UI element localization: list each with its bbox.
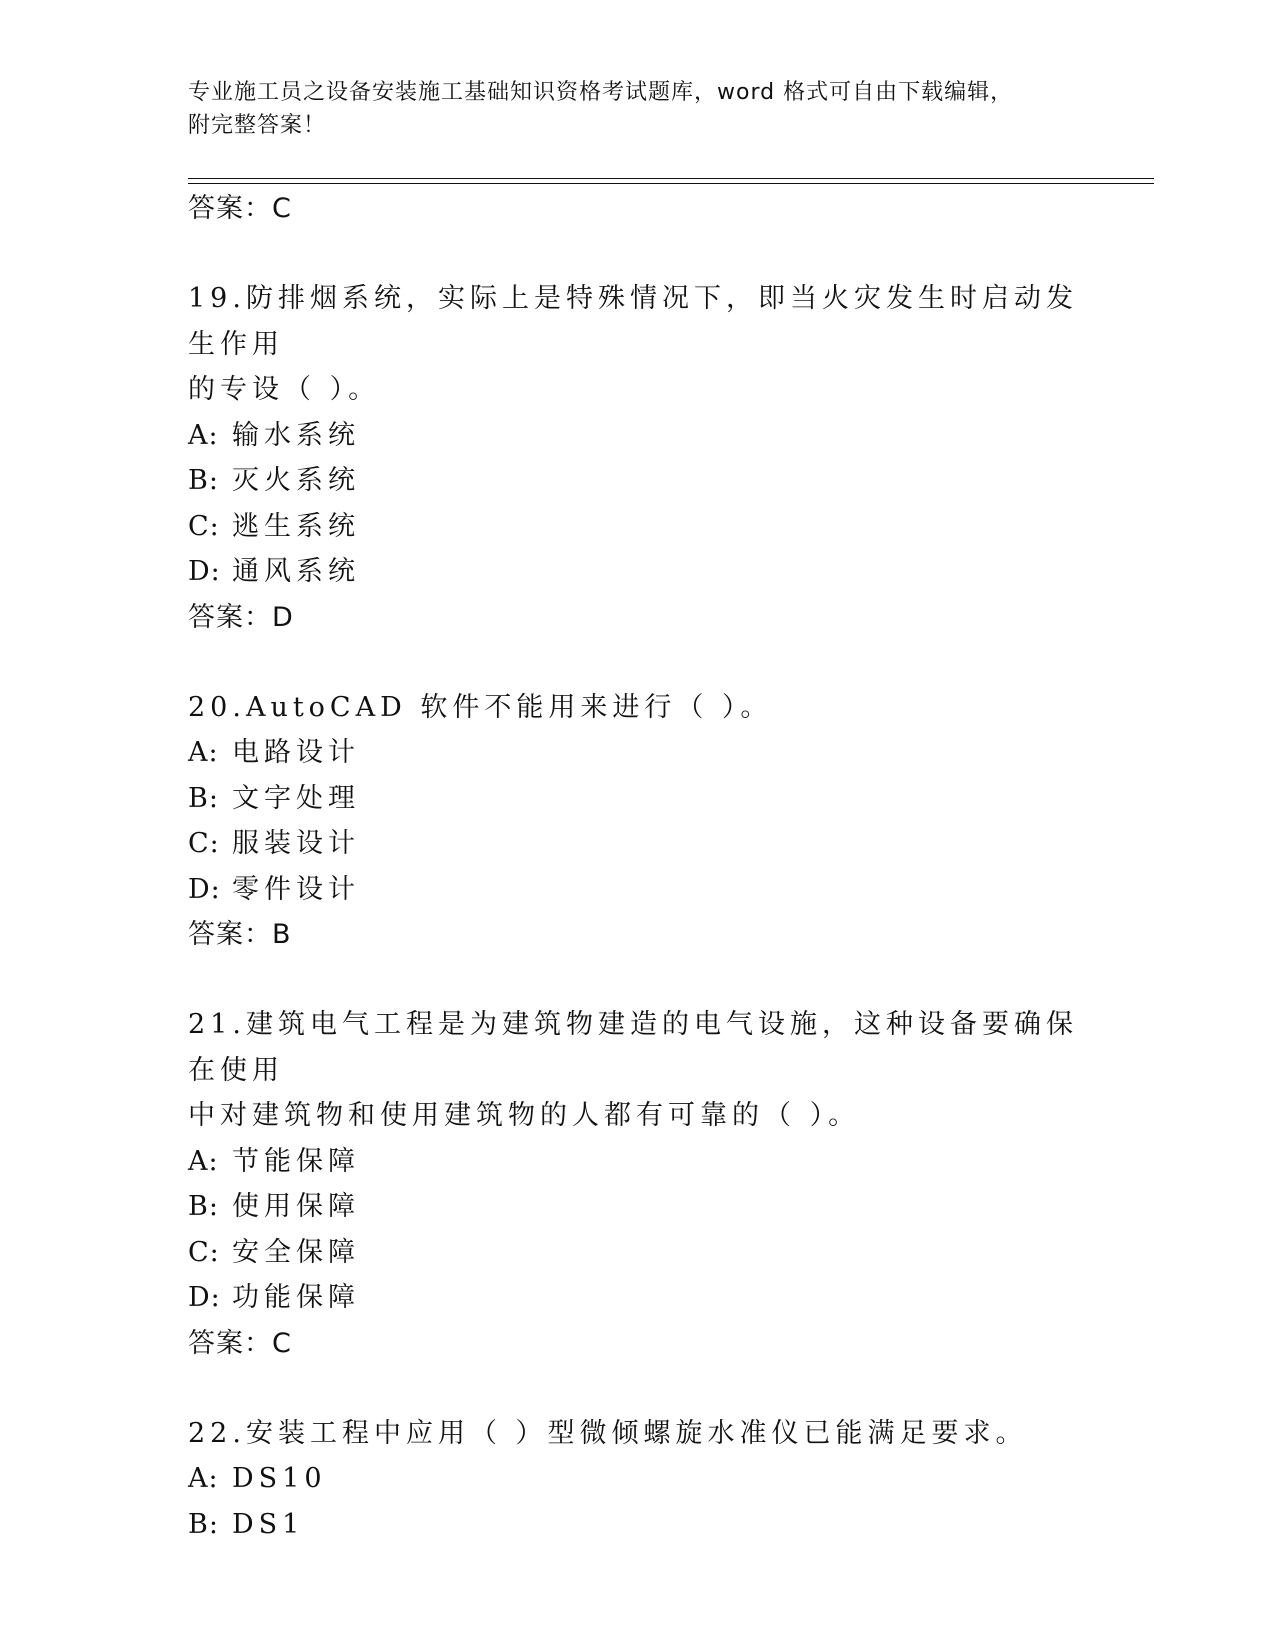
- answer-line: 答案：D: [188, 601, 294, 633]
- option-letter: C:: [188, 510, 220, 542]
- question-list: [188, 186, 1088, 1547]
- option-text: 服装设计: [232, 828, 360, 859]
- question-19: [188, 276, 1088, 641]
- option-a: [188, 1456, 1088, 1502]
- option-text: 灭火系统: [232, 465, 360, 496]
- header-line-2: 附完整答案！: [188, 113, 327, 138]
- option-text: 节能保障: [232, 1145, 360, 1177]
- option-letter: B:: [188, 1191, 219, 1222]
- option-letter: A:: [188, 1463, 219, 1494]
- option-b: [188, 776, 1088, 822]
- question-stem-line: 19.防排烟系统，实际上是特殊情况下，即当火灾发生时启动发生作用: [188, 283, 1078, 360]
- question-21: [188, 1002, 1088, 1367]
- option-c: [188, 504, 1088, 550]
- option-letter: D:: [188, 556, 221, 587]
- answer-line: 答案：C: [188, 193, 292, 224]
- question-22: [188, 1411, 1088, 1548]
- document-header: [188, 76, 1088, 142]
- option-text: 电路设计: [232, 737, 360, 768]
- option-letter: B:: [188, 1508, 219, 1540]
- option-a: [188, 1139, 1088, 1185]
- option-text: 使用保障: [232, 1191, 360, 1222]
- answer-line: 答案：C: [188, 1327, 292, 1359]
- option-text: DS1: [232, 1508, 305, 1540]
- option-letter: A:: [188, 1145, 219, 1177]
- option-letter: A:: [188, 419, 219, 451]
- question-stem-line: 中对建筑物和使用建筑物的人都有可靠的（ ）。: [188, 1100, 861, 1131]
- option-d: [188, 1275, 1088, 1321]
- option-letter: B:: [188, 465, 219, 496]
- option-text: 零件设计: [232, 873, 360, 905]
- question-stem-line: 20.AutoCAD 软件不能用来进行（ ）。: [188, 691, 773, 723]
- option-a: [188, 730, 1088, 776]
- option-d: [188, 549, 1088, 595]
- option-letter: A:: [188, 737, 219, 768]
- option-text: 文字处理: [232, 782, 360, 814]
- option-text: 通风系统: [232, 556, 360, 587]
- header-line-1: 专业施工员之设备安装施工基础知识资格考试题库，word 格式可自由下载编辑，: [188, 80, 1014, 105]
- option-letter: C:: [188, 828, 220, 859]
- option-b: [188, 1502, 1088, 1548]
- option-text: DS10: [232, 1463, 327, 1494]
- option-c: [188, 821, 1088, 867]
- option-c: [188, 1230, 1088, 1276]
- question-stem-line: 22.安装工程中应用（ ）型微倾螺旋水准仪已能满足要求。: [188, 1417, 1028, 1449]
- answer-line: 答案：B: [188, 919, 292, 950]
- question-20: [188, 685, 1088, 959]
- header-divider-bottom: [188, 183, 1154, 184]
- question-stem-line: 21.建筑电气工程是为建筑物建造的电气设施，这种设备要确保在使用: [188, 1009, 1078, 1086]
- question-stem-line: 的专设（ ）。: [188, 374, 381, 405]
- header-divider-top: [188, 178, 1154, 179]
- option-text: 逃生系统: [232, 510, 360, 542]
- option-text: 安全保障: [232, 1236, 360, 1268]
- option-letter: D:: [188, 873, 221, 905]
- option-b: [188, 1184, 1088, 1230]
- option-a: [188, 413, 1088, 459]
- option-d: [188, 867, 1088, 913]
- option-letter: B:: [188, 782, 219, 814]
- option-letter: D:: [188, 1282, 221, 1313]
- option-letter: C:: [188, 1236, 220, 1268]
- option-b: [188, 458, 1088, 504]
- option-text: 输水系统: [232, 419, 360, 451]
- option-text: 功能保障: [232, 1282, 360, 1313]
